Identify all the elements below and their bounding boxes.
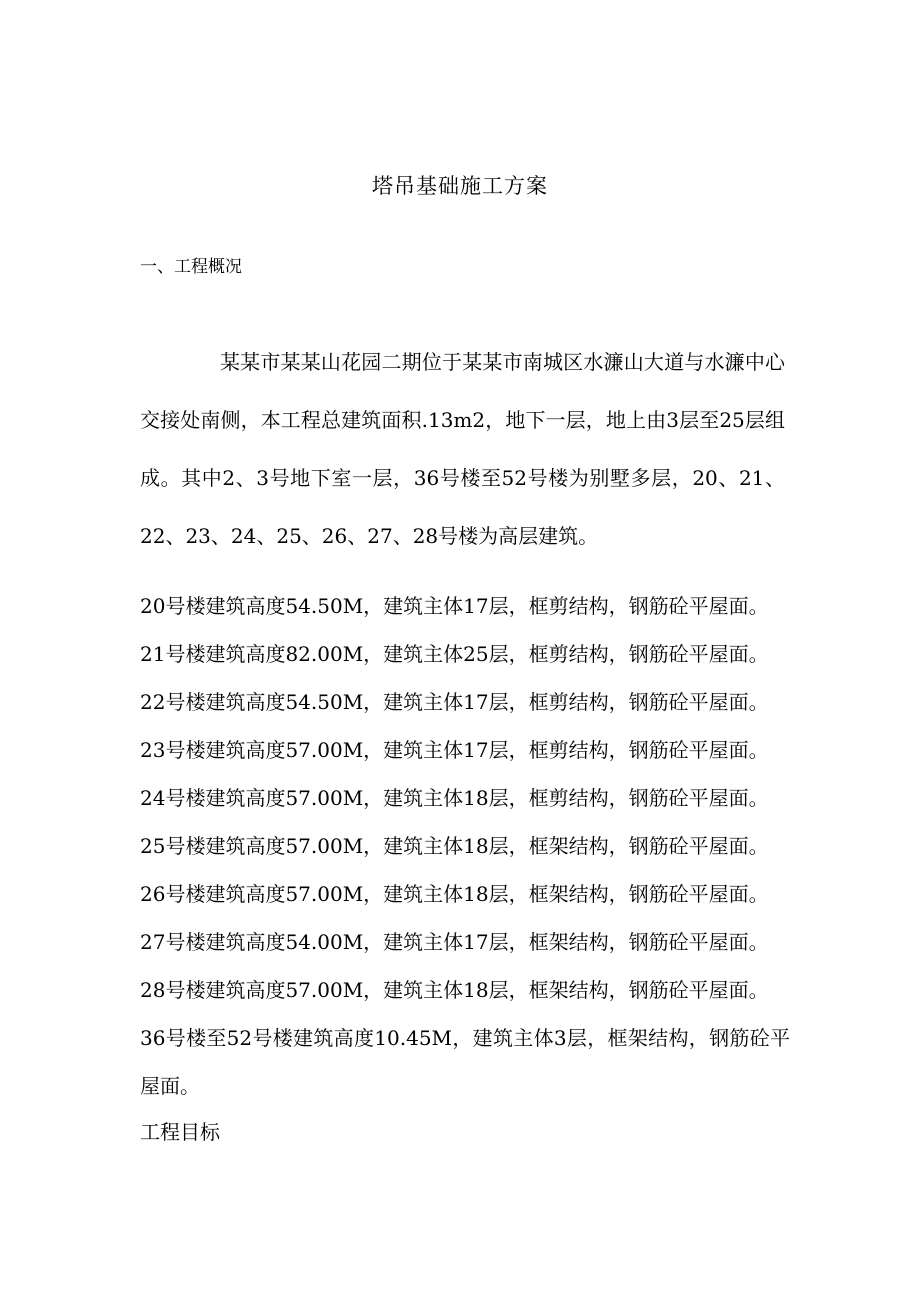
building-item: 24号楼建筑高度57.00M，建筑主体18层，框剪结构，钢筋砼平屋面。 bbox=[140, 786, 769, 810]
intro-paragraph: 某某市某某山花园二期位于某某市南城区水濂山大道与水濂中心交接处南侧，本工程总建筑面积.13m2，地下一层，地上由3层至25层组成。其中2、3号地下室一层，36号楼至52号楼为别墅多层，20、21、22、23、24、25、26、27、28号楼为高层建筑。 bbox=[140, 350, 785, 548]
building-item: 28号楼建筑高度57.00M，建筑主体18层，框架结构，钢筋砼平屋面。 bbox=[140, 978, 769, 1002]
building-item: 23号楼建筑高度57.00M，建筑主体17层，框剪结构，钢筋砼平屋面。 bbox=[140, 738, 769, 762]
document-title: 塔吊基础施工方案 bbox=[372, 174, 548, 198]
building-item: 27号楼建筑高度54.00M，建筑主体17层，框架结构，钢筋砼平屋面。 bbox=[140, 930, 769, 954]
building-item: 22号楼建筑高度54.50M，建筑主体17层，框剪结构，钢筋砼平屋面。 bbox=[140, 690, 769, 714]
section-heading-project-goal: 工程目标 bbox=[140, 1120, 220, 1144]
building-item: 26号楼建筑高度57.00M，建筑主体18层，框架结构，钢筋砼平屋面。 bbox=[140, 882, 769, 906]
building-list bbox=[140, 582, 790, 1110]
building-item: 36号楼至52号楼建筑高度10.45M，建筑主体3层，框架结构，钢筋砼平屋面。 bbox=[140, 1026, 790, 1098]
section-heading-project-overview: 一、工程概况 bbox=[140, 257, 242, 277]
building-item: 21号楼建筑高度82.00M，建筑主体25层，框剪结构，钢筋砼平屋面。 bbox=[140, 642, 769, 666]
building-item: 20号楼建筑高度54.50M，建筑主体17层，框剪结构，钢筋砼平屋面。 bbox=[140, 594, 769, 618]
building-item: 25号楼建筑高度57.00M，建筑主体18层，框架结构，钢筋砼平屋面。 bbox=[140, 834, 769, 858]
